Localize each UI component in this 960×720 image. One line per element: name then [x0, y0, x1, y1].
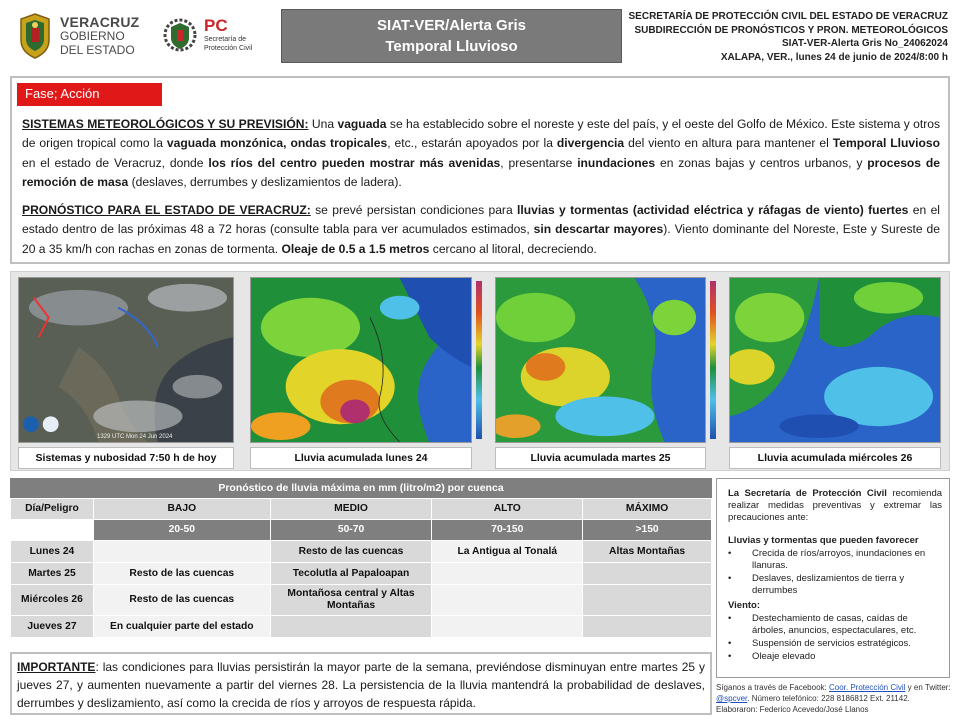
recommendations-panel	[716, 478, 950, 678]
agency-line-2: SUBDIRECCIÓN DE PRONÓSTICOS Y PRON. METEOROLÓGICOS	[634, 24, 948, 36]
important-heading: IMPORTANTE	[17, 660, 96, 674]
range-maximo: >150	[583, 520, 711, 540]
veracruz-shield-icon	[18, 12, 52, 60]
table-range-row	[11, 520, 711, 540]
agency-header	[628, 10, 948, 64]
row-day: Jueves 27	[11, 616, 93, 637]
agency-line-1: SECRETARÍA DE PROTECCIÓN CIVIL DEL ESTADO DE VERACRUZ	[628, 11, 948, 22]
alert-title-line2: Temporal Lluvioso	[385, 38, 518, 55]
reco-wind-heading: Viento:	[728, 599, 761, 611]
pc-badge-icon	[162, 13, 198, 57]
reco-rain-list	[728, 548, 942, 598]
rain-map-tuesday	[495, 277, 706, 443]
logo-gobierno-text: GOBIERNO	[60, 29, 125, 43]
row-maximo	[583, 616, 711, 637]
range-bajo: 20-50	[94, 520, 270, 540]
row-bajo: Resto de las cuencas	[94, 563, 270, 584]
row-day: Miércoles 26	[11, 585, 93, 615]
reco-rain-heading: Lluvias y tormentas que pueden favorecer	[728, 534, 919, 546]
rain-map-monday	[250, 277, 472, 443]
maps-panel	[10, 271, 950, 471]
veracruz-logo	[18, 8, 158, 64]
row-day: Lunes 24	[11, 541, 93, 562]
list-item: • Deslaves, deslizamientos de tierra y derrumbes	[728, 573, 942, 597]
row-day: Martes 25	[11, 563, 93, 584]
range-medio: 50-70	[271, 520, 432, 540]
twitter-link[interactable]: @spcver	[716, 694, 748, 703]
list-item: • Oleaje elevado	[728, 651, 942, 663]
table-row	[11, 585, 711, 615]
row-bajo: En cualquier parte del estado	[94, 616, 270, 637]
caption-wednesday: Lluvia acumulada miércoles 26	[729, 447, 941, 469]
row-maximo: Altas Montañas	[583, 541, 711, 562]
row-bajo	[94, 541, 270, 562]
row-medio: Montañosa central y Altas Montañas	[271, 585, 432, 615]
header-medio: MEDIO	[271, 499, 432, 519]
contact-footer: Síganos a través de Facebook: Coor. Protección Civil y en Twitter: @spcver. Número telefónico: 228 8186812 Ext. 21142. Elaboraron: Federico Acevedo/José Llanos	[716, 683, 951, 714]
list-item: • Crecida de ríos/arroyos, inundaciones en llanuras.	[728, 548, 942, 572]
header-maximo: MÁXIMO	[583, 499, 711, 519]
row-medio	[271, 616, 432, 637]
forecast-paragraph: PRONÓSTICO PARA EL ESTADO DE VERACRUZ: se prevé persistan condiciones para lluvias y tormentas (actividad eléctrica y ráfagas de viento) fuertes en el estado dentro de las próximas 48 a 72 horas (consulte tabla para ver acumulados estimados, sin descartar mayores). Viento dominante del Noreste, Este y Sureste de 20 a 35 km/h con rachas en zonas de tormenta. Oleaje de 0.5 a 1.5 metros cercano al litoral, decreciendo.	[22, 203, 940, 256]
satellite-timestamp: 1329 UTC Mon 24 Jun 2024	[97, 434, 173, 440]
header-bajo: BAJO	[94, 499, 270, 519]
row-maximo	[583, 585, 711, 615]
pc-sub1: Secretaría de	[204, 36, 247, 43]
satellite-image	[18, 277, 234, 443]
important-text: : las condiciones para lluvias persistirán la mayor parte de la semana, previéndose disminuyan entre martes 25 y jueves 27, y aumenten nuevamente a partir del viernes 28. La persistencia de la lluvia mantendrá la probabilidad de deslaves, derrumbes y deslizamiento, así como la crecida de ríos y arroyos de respuesta rápida.	[17, 660, 705, 711]
systems-heading: SISTEMAS METEOROLÓGICOS Y SU PREVISIÓN:	[22, 117, 309, 131]
header-alto: ALTO	[432, 499, 582, 519]
row-alto	[432, 563, 582, 584]
logo-veracruz-text: VERACRUZ	[60, 14, 140, 30]
row-medio: Tecolutla al Papaloapan	[271, 563, 432, 584]
row-alto	[432, 616, 582, 637]
caption-satellite: Sistemas y nubosidad 7:50 h de hoy	[18, 447, 234, 469]
table-title: Pronóstico de lluvia máxima en mm (litro/m2) por cuenca	[10, 478, 712, 498]
bulletin-number: SIAT-VER-Alerta Gris No_24062024	[781, 38, 948, 49]
row-alto: La Antigua al Tonalá	[432, 541, 582, 562]
rain-legend-2	[708, 277, 720, 443]
systems-paragraph: SISTEMAS METEOROLÓGICOS Y SU PREVISIÓN: Una vaguada se ha establecido sobre el noreste y este del país, y el oeste del Golfo de México. Este sistema y otros de origen tropical como la vaguada monzónica, ondas tropicales, etc., estarán apoyados por la divergencia del viento en altura para mantener el Temporal Lluvioso en el estado de Veracruz, donde los ríos del centro pueden mostrar más avenidas, presentarse inundaciones en zonas bajas y centros urbanos, y procesos de remoción de masa (deslaves, derrumbes y deslizamientos de ladera).	[22, 117, 940, 189]
table-header-row	[11, 499, 711, 519]
caption-monday: Lluvia acumulada lunes 24	[250, 447, 472, 469]
table-row	[11, 616, 711, 637]
logo-estado-text: DEL ESTADO	[60, 43, 135, 57]
forecast-heading: PRONÓSTICO PARA EL ESTADO DE VERACRUZ:	[22, 203, 311, 217]
rain-map-wednesday	[729, 277, 941, 443]
reco-wind-list	[728, 613, 942, 664]
alert-title	[281, 9, 622, 63]
phase-badge: Fase; Acción	[17, 83, 162, 106]
pc-sub2: Protección Civil	[204, 45, 253, 52]
important-notice	[10, 652, 712, 715]
proteccion-civil-logo	[162, 10, 272, 60]
row-maximo	[583, 563, 711, 584]
rain-forecast-table	[10, 478, 712, 644]
table-row	[11, 541, 711, 562]
forecast-text-panel	[10, 76, 950, 264]
header-day: Día/Peligro	[11, 499, 93, 519]
row-bajo: Resto de las cuencas	[94, 585, 270, 615]
table-row	[11, 563, 711, 584]
list-item: • Destechamiento de casas, caídas de árboles, anuncios, espectaculares, etc.	[728, 613, 942, 637]
reco-intro: La Secretaría de Protección Civil recomienda realizar medidas preventivas y extremar las precauciones ante:	[728, 488, 943, 524]
list-item: • Suspensión de servicios estratégicos.	[728, 638, 942, 650]
alert-title-line1: SIAT-VER/Alerta Gris	[377, 17, 526, 34]
caption-tuesday: Lluvia acumulada martes 25	[495, 447, 706, 469]
row-medio: Resto de las cuencas	[271, 541, 432, 562]
bulletin-date: XALAPA, VER., lunes 24 de junio de 2024/8:00 h	[720, 51, 948, 63]
facebook-link[interactable]: Coor. Protección Civil	[828, 683, 906, 692]
range-alto: 70-150	[432, 520, 582, 540]
pc-abbr: PC	[204, 16, 228, 35]
range-blank	[11, 520, 93, 540]
rain-legend-1	[474, 277, 486, 443]
row-alto	[432, 585, 582, 615]
